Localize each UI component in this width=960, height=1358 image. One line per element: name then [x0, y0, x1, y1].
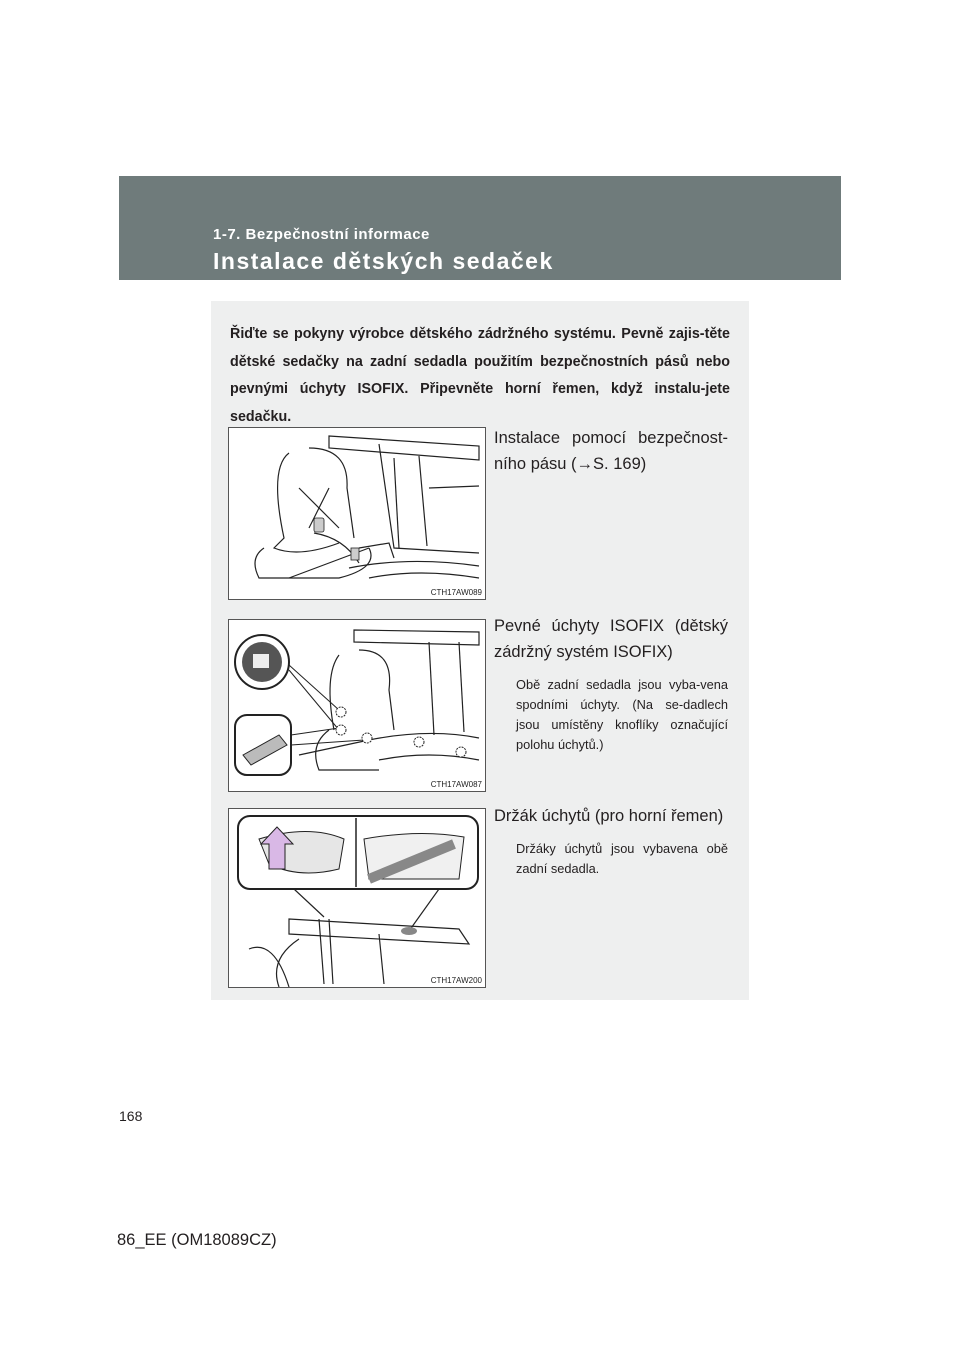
figure-seatbelt-installation [228, 427, 486, 600]
page-title: Instalace dětských sedaček [213, 248, 554, 274]
tether-anchor-illustration [229, 809, 485, 987]
section-label: 1-7. Bezpečnostní informace [213, 226, 430, 243]
caption-isofix [494, 613, 728, 755]
caption-title: Držák úchytů (pro horní řemen) [494, 807, 724, 825]
figure-code: CTH17AW087 [430, 780, 482, 789]
page-number: 168 [119, 1108, 143, 1124]
figure-code: CTH17AW200 [430, 976, 482, 985]
caption-title: Instalace pomocí bezpečnost-ního pásu (→S. 169) [494, 429, 728, 473]
figure-code: CTH17AW089 [430, 588, 482, 597]
caption-title: Pevné úchyty ISOFIX (dětský zádržný systém ISOFIX) [494, 617, 728, 661]
document-code: 86_EE (OM18089CZ) [117, 1231, 277, 1249]
seatbelt-illustration [229, 428, 485, 599]
figure-isofix [228, 619, 486, 792]
figure-tether-anchor [228, 808, 486, 988]
intro-text: Řiďte se pokyny výrobce dětského zádržného systému. Pevně zajis-těte dětské sedačky na zadní sedadla použitím bezpečnostních pásů nebo pevnými úchyty ISOFIX. Připevněte horní řemen, když instalu-jete sedačku. [230, 326, 730, 425]
caption-body: Držáky úchytů jsou vybavena obě zadní sedadla. [516, 841, 728, 876]
caption-tether [494, 803, 728, 879]
section-header [119, 176, 841, 280]
content-panel [211, 301, 749, 1000]
caption-body: Obě zadní sedadla jsou vyba-vena spodními úchyty. (Na se-dadlech jsou umístěny knoflíky označující polohu úchytů.) [516, 677, 728, 752]
isofix-illustration [229, 620, 485, 791]
caption-seatbelt [494, 425, 728, 477]
